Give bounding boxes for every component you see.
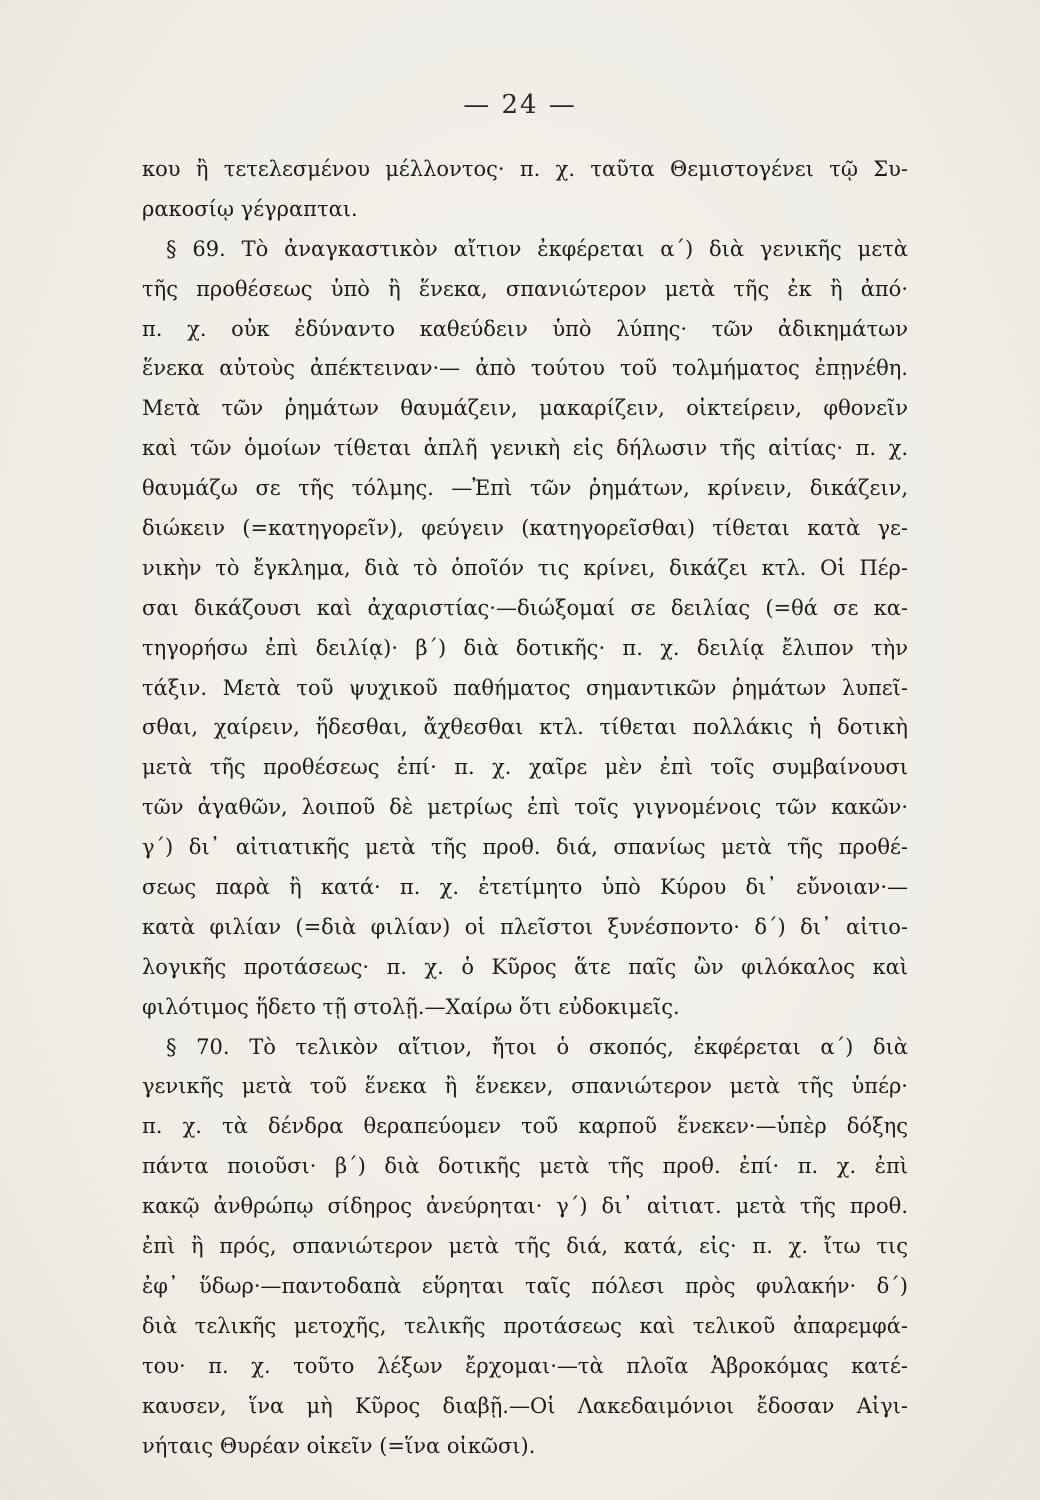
section-70-heading-line: § 70. Τὸ τελικὸν αἴτιον, ἤτοι ὁ σκοπός, ἐκφέρεται α΄) διὰ bbox=[166, 1034, 908, 1059]
text-line: διώκειν (=κατηγορεῖν), φεύγειν (κατηγορεῖσθαι) τίθεται κατὰ γε- bbox=[142, 516, 908, 541]
text-line: λογικῆς προτάσεως· π. χ. ὁ Κῦρος ἅτε παῖς ὢν φιλόκαλος καὶ bbox=[142, 954, 908, 979]
text-line: κου ἢ τετελεσμένου μέλλοντος· π. χ. ταῦτα Θεμιστογένει τῷ Συ- bbox=[142, 157, 908, 181]
text-line: μετὰ τῆς προθέσεως ἐπί· π. χ. χαῖρε μὲν ἐπὶ τοῖς συμβαίνουσι bbox=[142, 755, 908, 780]
text-line: σαι δικάζουσι καὶ ἀχαριστίας·—διώξομαί σε δειλίας (=θά σε κα- bbox=[142, 595, 908, 620]
text-line: καυσεν, ἵνα μὴ Κῦρος διαβῇ.—Οἱ Λακεδαιμόνιοι ἔδοσαν Αἰγι- bbox=[142, 1393, 908, 1418]
text-line: ἕνεκα αὐτοὺς ἀπέκτειναν·— ἀπὸ τούτου τοῦ τολμήματος ἐπῃνέθη. bbox=[142, 356, 908, 381]
text-line: σεως παρὰ ἢ κατά· π. χ. ἐτετίμητο ὑπὸ Κύρου δι᾽ εὔνοιαν·— bbox=[142, 875, 908, 900]
text-line: γενικῆς μετὰ τοῦ ἕνεκα ἢ ἕνεκεν, σπανιώτερον μετὰ τῆς ὑπέρ· bbox=[142, 1074, 908, 1099]
text-line: του· π. χ. τοῦτο λέξων ἔρχομαι·—τὰ πλοῖα Ἀβροκόμας κατέ- bbox=[142, 1353, 908, 1378]
text-line: τῶν ἀγαθῶν, λοιποῦ δὲ μετρίως ἐπὶ τοῖς γιγνομένοις τῶν κακῶν· bbox=[142, 795, 908, 820]
text-line: καὶ τῶν ὁμοίων τίθεται ἁπλῆ γενικὴ εἰς δήλωσιν τῆς αἰτίας· π. χ. bbox=[142, 436, 908, 461]
body-text bbox=[142, 150, 908, 1466]
text-line: ρακοσίῳ γέγραπται. bbox=[142, 196, 358, 221]
text-line: ἐφ᾽ ὕδωρ·—παντοδαπὰ εὕρηται ταῖς πόλεσι πρὸς φυλακήν· δ΄) bbox=[142, 1273, 908, 1298]
text-line: Μετὰ τῶν ῥημάτων θαυμάζειν, μακαρίζειν, οἰκτείρειν, φθονεῖν bbox=[142, 396, 908, 421]
text-line: τηγορήσω ἐπὶ δειλίᾳ)· β΄) διὰ δοτικῆς· π. χ. δειλίᾳ ἔλιπον τὴν bbox=[142, 635, 908, 660]
text-line: νήταις Θυρέαν οἰκεῖν (=ἵνα οἰκῶσι). bbox=[142, 1433, 536, 1458]
text-line: ἐπὶ ἢ πρός, σπανιώτερον μετὰ τῆς διά, κατά, εἰς· π. χ. ἴτω τις bbox=[142, 1234, 908, 1259]
text-line: κατὰ φιλίαν (=διὰ φιλίαν) οἱ πλεῖστοι ξυνέσποντο· δ΄) δι᾽ αἰτιο- bbox=[142, 914, 908, 939]
text-line: π. χ. οὐκ ἐδύναντο καθεύδειν ὑπὸ λύπης· τῶν ἀδικημάτων bbox=[142, 316, 908, 341]
text-line: τάξιν. Μετὰ τοῦ ψυχικοῦ παθήματος σημαντικῶν ῥημάτων λυπεῖ- bbox=[142, 675, 908, 700]
text-line: θαυμάζω σε τῆς τόλμης. —Ἐπὶ τῶν ῥημάτων, κρίνειν, δικάζειν, bbox=[142, 476, 908, 501]
page-number: — 24 — bbox=[463, 90, 577, 120]
text-line: π. χ. τὰ δένδρα θεραπεύομεν τοῦ καρποῦ ἕνεκεν·—ὑπὲρ δόξης bbox=[142, 1114, 908, 1139]
text-line: πάντα ποιοῦσι· β΄) διὰ δοτικῆς μετὰ τῆς προθ. ἐπί· π. χ. ἐπὶ bbox=[142, 1154, 908, 1179]
text-line: γ΄) δι᾽ αἰτιατικῆς μετὰ τῆς προθ. διά, σπανίως μετὰ τῆς προθέ- bbox=[142, 835, 908, 860]
text-line: διὰ τελικῆς μετοχῆς, τελικῆς προτάσεως καὶ τελικοῦ ἀπαρεμφά- bbox=[142, 1313, 908, 1338]
text-line: σθαι, χαίρειν, ἥδεσθαι, ἄχθεσθαι κτλ. τίθεται πολλάκις ἡ δοτικὴ bbox=[142, 715, 908, 740]
text-line: φιλότιμος ἥδετο τῇ στολῇ.—Χαίρω ὅτι εὐδοκιμεῖς. bbox=[142, 994, 680, 1019]
text-line: νικὴν τὸ ἔγκλημα, διὰ τὸ ὁποῖόν τις κρίνει, δικάζει κτλ. Οἱ Πέρ- bbox=[142, 555, 908, 580]
text-line: τῆς προθέσεως ὑπὸ ἢ ἕνεκα, σπανιώτερον μετὰ τῆς ἐκ ἢ ἀπό· bbox=[142, 276, 908, 301]
text-line: κακῷ ἀνθρώπῳ σίδηρος ἀνεύρηται· γ΄) δι᾽ αἰτιατ. μετὰ τῆς προθ. bbox=[142, 1194, 908, 1219]
section-69-heading-line: § 69. Τὸ ἀναγκαστικὸν αἴτιον ἐκφέρεται α΄) διὰ γενικῆς μετὰ bbox=[166, 236, 908, 261]
